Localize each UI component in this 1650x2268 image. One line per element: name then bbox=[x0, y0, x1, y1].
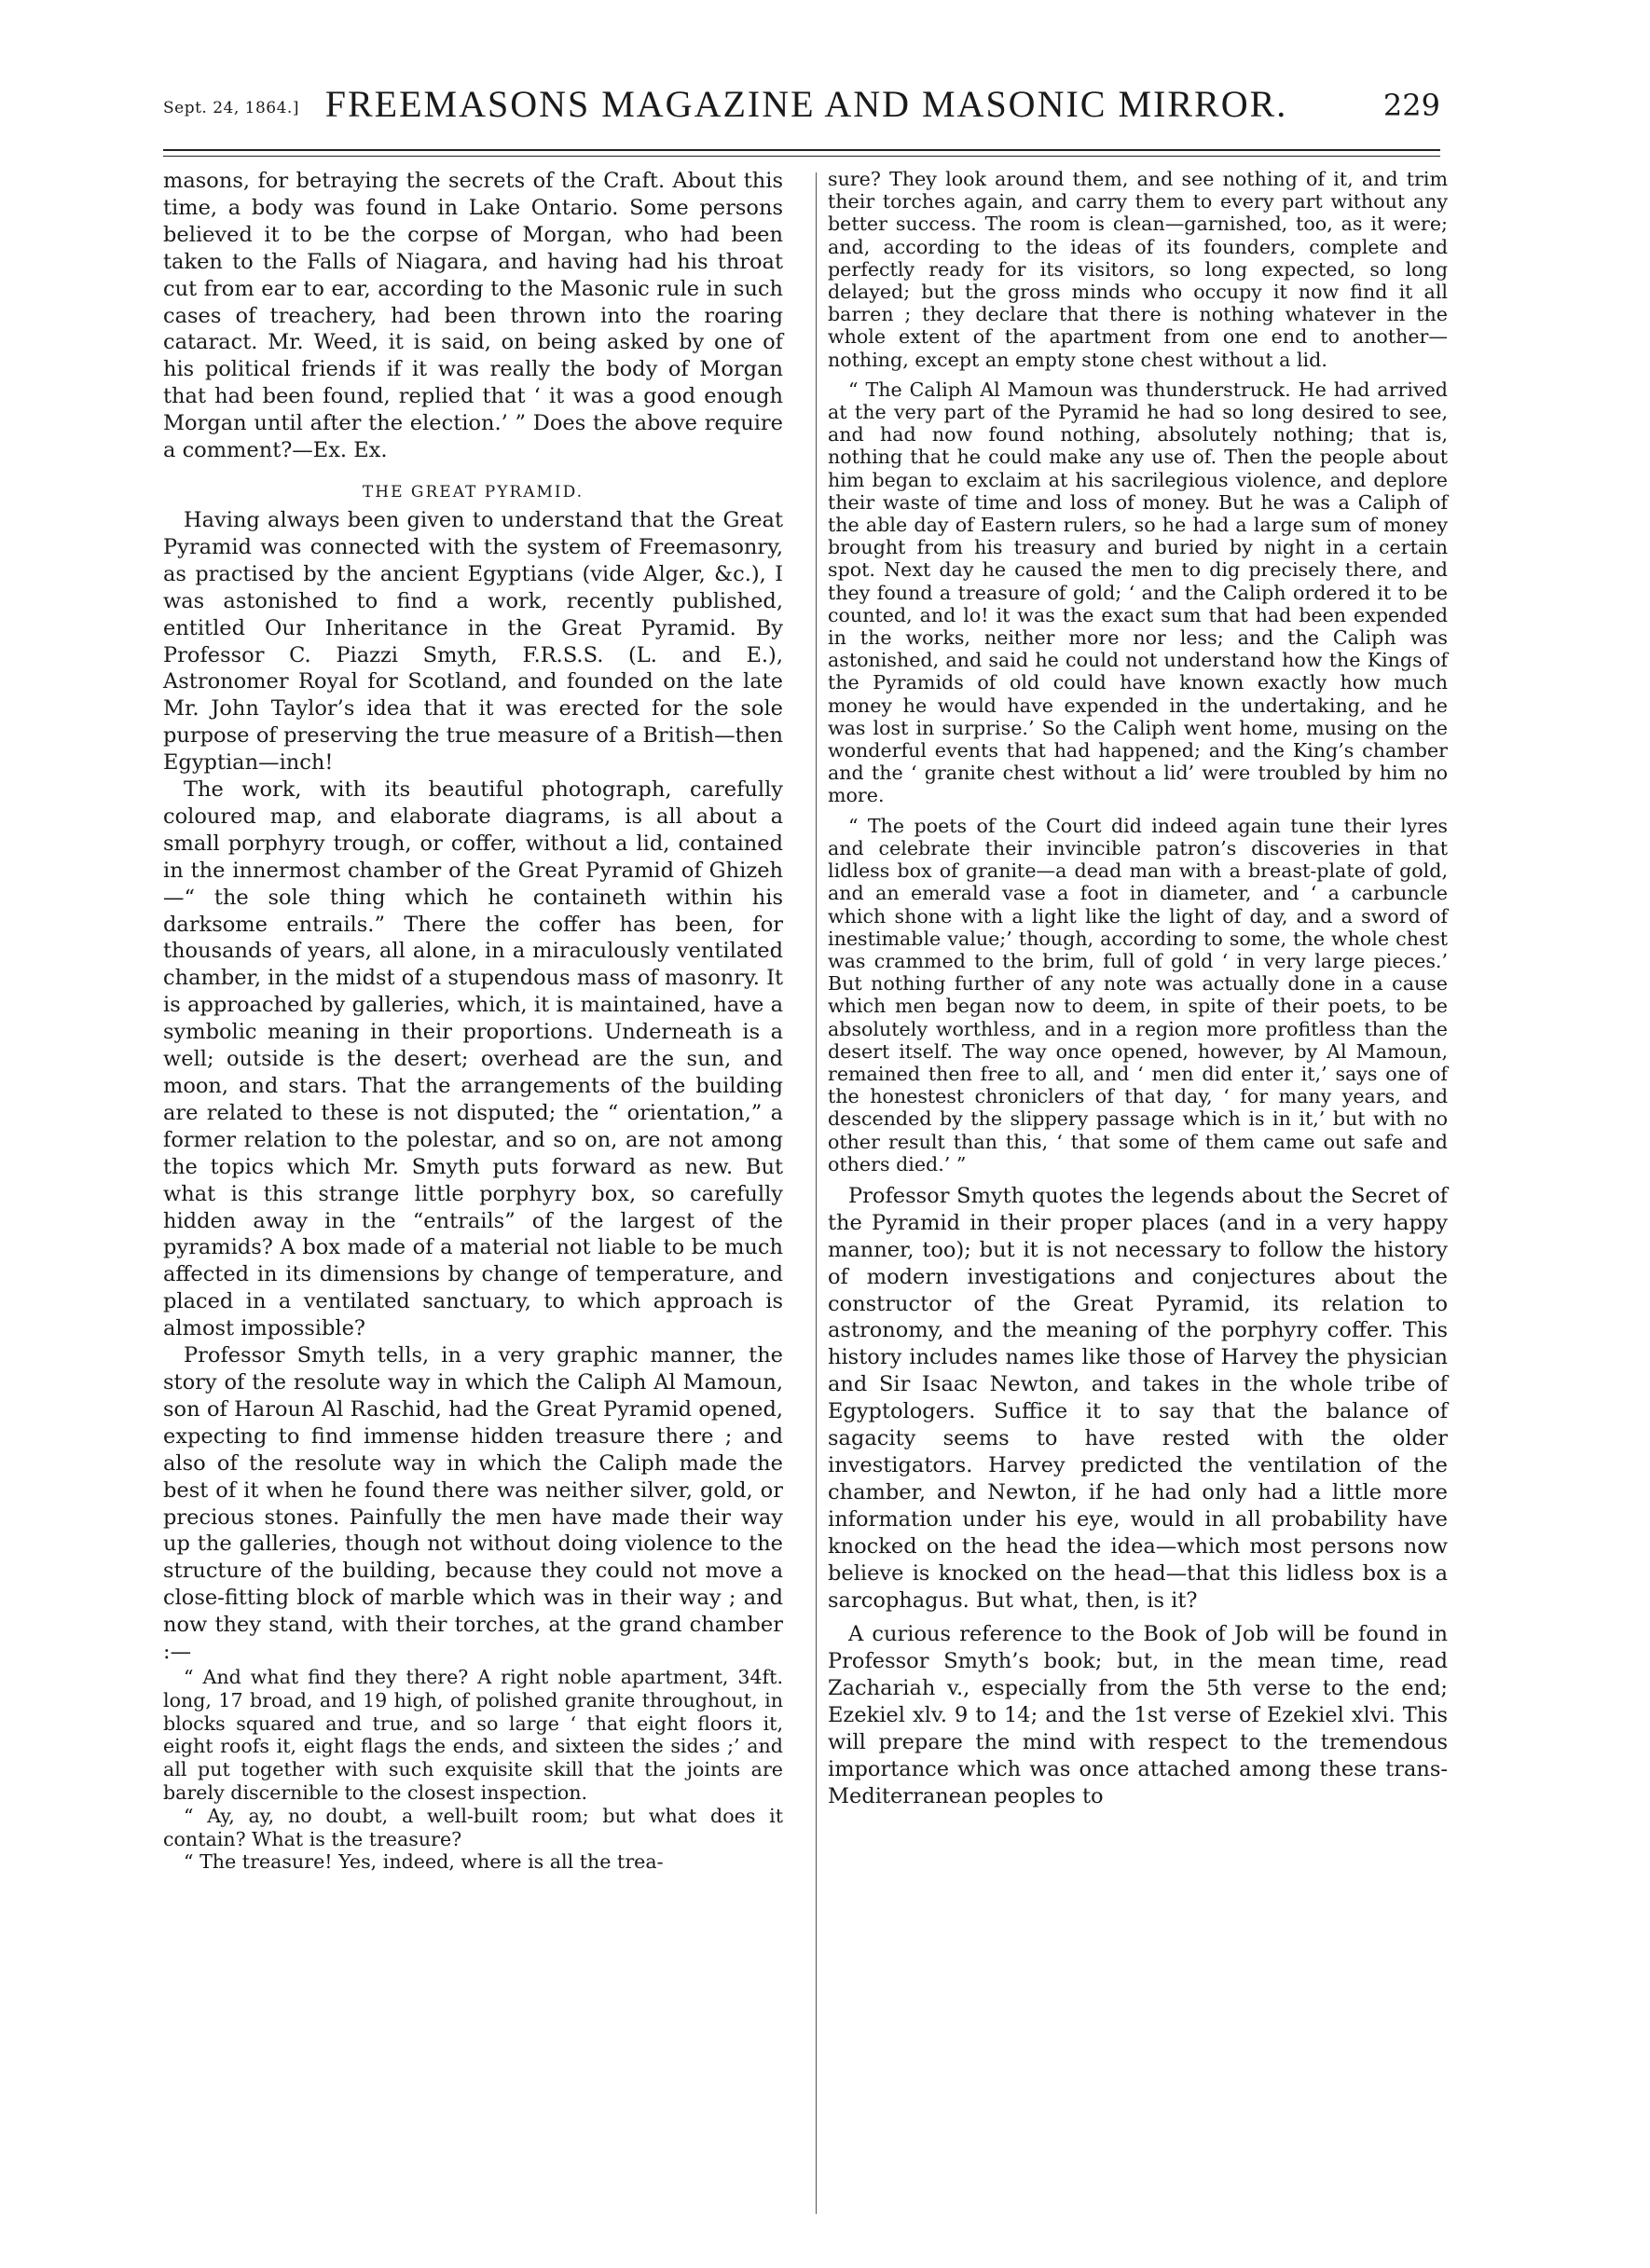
masthead-title: FREEMASONS MAGAZINE AND MASONIC MIRROR. bbox=[324, 83, 1288, 125]
quote-treasure-start: “ The treasure! Yes, indeed, where is all the trea- bbox=[184, 1850, 664, 1874]
paragraph-coffer: The work, with its beautiful photograph, carefully coloured map, and elaborate diagrams, is all about a small porphyry trough, or coffer, without a lid, contained in the innermost chamber of the Great Pyramid of Ghizeh—“ the sole thing which he containeth within his darksome entrails.” There the coffer has been, for thousands of years, all alone, in a miraculously ventilated chamber, in the midst of a stupendous mass of masonry. It is approached by galleries, which, it is maintained, have a symbolic meaning in their proportions. Underneath is a well; outside is the desert; overhead are the sun, and moon, and stars. That the arrangements of the building are related to these is not disputed; the “ orientation,” a former relation to the polestar, and so on, are not among the topics which Mr. Smyth puts forward as new. But what is this strange little porphyry box, so carefully hidden away in the “entrails” of the largest of the pyramids? A box made of a material not liable to be much affected in its dimensions by change of temperature, and placed in a ventilated sanctuary, to which approach is almost impossible? bbox=[163, 777, 783, 1341]
right-column bbox=[828, 168, 1448, 1810]
section-heading: THE GREAT PYRAMID. bbox=[362, 482, 584, 502]
quote-thunderstruck: “ The Caliph Al Mamoun was thunderstruck. He had arrived at the very part of the Pyramid he had so long desired to see, and had now found nothing, absolutely nothing; that is, nothing that he could make any use of. Then the people about him began to exclaim at his sacrilegious violence, and deplore their waste of time and loss of money. But he was a Caliph of the able day of Eastern rulers, so he had a large sum of money brought from his treasury and buried by night in a certain spot. Next day he caused the men to dig precisely there, and they found a treasure of gold; ‘ and the Caliph ordered it to be counted, and lo! it was the exact sum that had been expended in the works, neither more nor less; and the Caliph was astonished, and said he could not understand how the Kings of the Pyramids of old could have known exactly how much money he would have expended in the undertaking, and he was lost in surprise.’ So the Caliph went home, musing on the wonderful events that had happened; and the King’s chamber and the ‘ granite chest without a lid’ were troubled by him no more. bbox=[828, 378, 1448, 807]
paragraph-caliph: Professor Smyth tells, in a very graphic manner, the story of the resolute way in which the Caliph Al Mamoun, son of Haroun Al Raschid, had the Great Pyramid opened, expecting to find immense hidden treasure there ; and also of the resolute way in which the Caliph made the best of it when he found there was neither silver, gold, or precious stones. Painfully the men have made their way up the galleries, though not without doing violence to the structure of the building, because they could not move a close-fitting block of marble which was in their way ; and now they stand, with their torches, at the grand chamber :— bbox=[163, 1343, 783, 1665]
header-date: Sept. 24, 1864.] bbox=[163, 99, 299, 117]
page-header bbox=[163, 82, 1440, 138]
quote-poets: “ The poets of the Court did indeed again tune their lyres and celebrate their invincible patron’s discoveries in that lidless box of granite—a dead man with a breast-plate of gold, and an emerald vase a foot in diameter, and ‘ a carbuncle which shone with a light like the light of day, and a sword of inestimable value;’ though, according to some, the whole chest was crammed to the brim, full of gold ‘ in very large pieces.’ But nothing further of any note was actually done in a cause which men began now to deem, in spite of their poets, to be absolutely worthless, and in a region more profitless than the desert itself. The way once opened, however, by Al Mamoun, remained then free to all, and ‘ men did enter it,’ says one of the honestest chroniclers of that day, ‘ for many years, and descended by the slippery passage which is in it,’ but with no other result than this, ‘ that some of them came out safe and others died.’ ” bbox=[828, 814, 1448, 1175]
column-divider bbox=[816, 172, 817, 2214]
header-rule-thin bbox=[163, 156, 1440, 157]
paragraph-legends: Professor Smyth quotes the legends about the Secret of the Pyramid in their proper places (and in a very happy manner, too); but it is not necessary to follow the history of modern investigations and conjectures about the constructor of the Great Pyramid, its relation to astronomy, and the meaning of the porphyry coffer. This history includes names like those of Harvey the physician and Sir Isaac Newton, and takes in the whole tribe of Egyptologers. Suffice it to say that the balance of sagacity seems to have rested with the older investigators. Harvey predicted the ventilation of the chamber, and Newton, if he had only had a little more information under his eye, would in all probability have knocked on the head the idea—which most persons now believe is knocked on the head—that this lidless box is a sarcophagus. But what, then, is it? bbox=[828, 1183, 1448, 1613]
paragraph-morgan-continued: masons, for betraying the secrets of the Craft. About this time, a body was found in Lake Ontario. Some persons believed it to be the corpse of Morgan, who had been taken to the Falls of Niagara, and having had his throat cut from ear to ear, according to the Masonic rule in such cases of treachery, had been thrown into the roaring cataract. Mr. Weed, it is said, on being asked by one of his political friends if it was really the body of Morgan that had been found, replied that ‘ it was a good enough Morgan until after the election.’ ” Does the above require a comment?—Ex. Ex. bbox=[163, 169, 783, 463]
paragraph-book-of-job: A curious reference to the Book of Job will be found in Professor Smyth’s book; but, in the mean time, read Zachariah v., especially from the 5th verse to the end; Ezekiel xlv. 9 to 14; and the 1st verse of Ezekiel xlvi. This will prepare the mind with respect to the tremendous importance which was once attached among these trans-Mediterranean peoples to bbox=[828, 1622, 1448, 1808]
quote-treasure-continued: sure? They look around them, and see nothing of it, and trim their torches again, and carry them to every part without any better success. The room is clean—garnished, too, as it were; and, according to the ideas of its founders, complete and perfectly ready for its visitors, so long expected, so long delayed; but the gross minds who occupy it now find it all barren ; they declare that there is nothing whatever in the whole extent of the apartment from one end to another—nothing, except an empty stone chest without a lid. bbox=[828, 168, 1448, 371]
left-column bbox=[163, 168, 783, 1874]
paragraph-intro: Having always been given to understand that the Great Pyramid was connected with the system of Freemasonry, as practised by the ancient Egyptians (vide Alger, &c.), I was astonished to find a work, recently published, entitled Our Inheritance in the Great Pyramid. By Professor C. Piazzi Smyth, F.R.S.S. (L. and E.), Astronomer Royal for Scotland, and founded on the late Mr. John Taylor’s idea that it was erected for the sole purpose of preserving the true measure of a British—then Egyptian—inch! bbox=[163, 507, 783, 776]
header-rule-thick bbox=[163, 149, 1440, 151]
page-number: 229 bbox=[1382, 88, 1440, 123]
quote-well-built-room: “ Ay, ay, no doubt, a well-built room; but what does it contain? What is the treasure? bbox=[163, 1804, 783, 1850]
quote-apartment: “ And what find they there? A right noble apartment, 34ft. long, 17 broad, and 19 high, of polished granite throughout, in blocks squared and true, and so large ‘ that eight floors it, eight roofs it, eight flags the ends, and sixteen the sides ;’ and all put together with such exquisite skill that the joints are barely discernible to the closest inspection. bbox=[163, 1665, 783, 1804]
